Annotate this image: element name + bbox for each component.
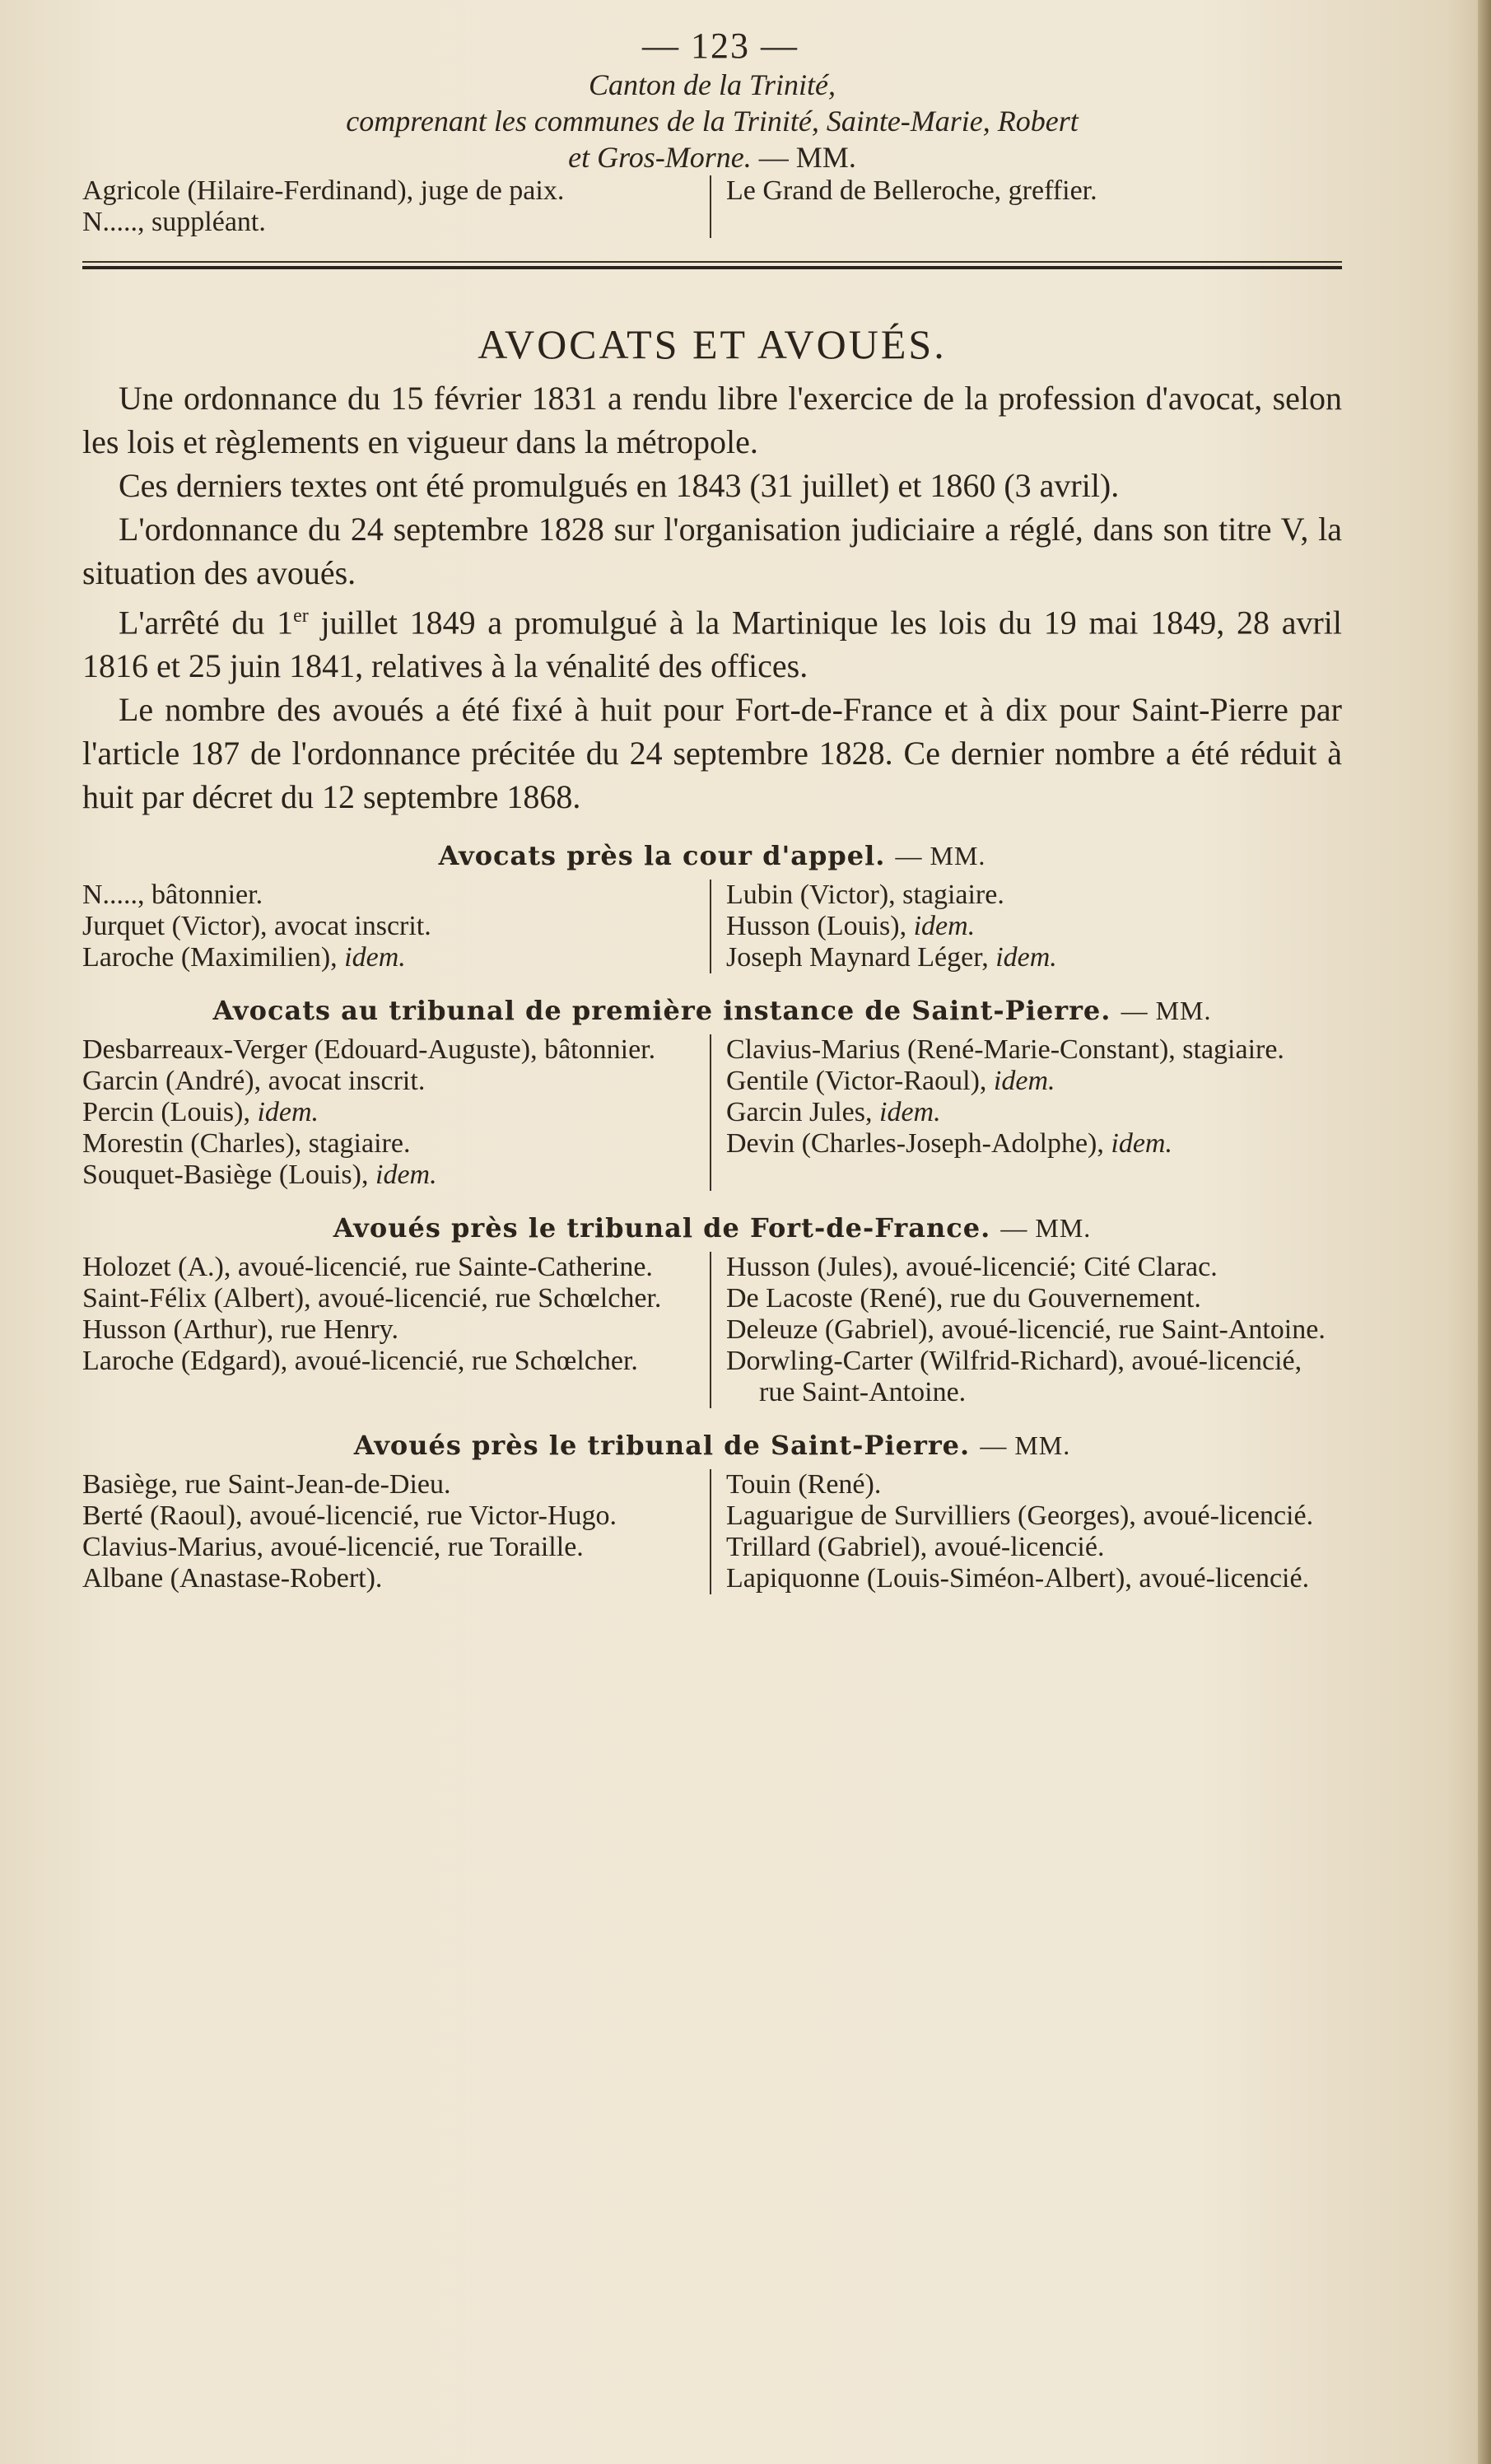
name-column-right <box>710 880 1342 973</box>
name-entry-text: Basiège, rue Saint-Jean-de-Dieu. <box>82 1469 451 1500</box>
name-entry-text: Husson (Louis), <box>726 911 914 942</box>
name-entry <box>82 1097 698 1128</box>
name-columns <box>82 880 1342 973</box>
officer-entry: Le Grand de Belleroche, greffier. <box>726 175 1097 206</box>
name-entry <box>726 1563 1342 1594</box>
name-entry-text: Devin (Charles-Joseph-Adolphe), <box>726 1128 1111 1160</box>
paragraph: Une ordonnance du 15 février 1831 a rendu libre l'exercice de la profession d'avocat, selon les lois et règlements en vigueur dans la métropole. <box>82 380 1342 460</box>
name-entry-text: Albane (Anastase-Robert). <box>82 1563 383 1594</box>
section-heading-mm: — MM. <box>895 841 986 871</box>
name-entry <box>82 1532 698 1563</box>
section-title: AVOCATS ET AVOUÉS. <box>478 321 947 367</box>
name-entry <box>726 911 1342 942</box>
rule-thick <box>82 266 1342 269</box>
name-column-right <box>710 1252 1342 1408</box>
name-entry <box>82 1283 698 1314</box>
name-entry-text: Laguarigue de Survilliers (Georges), avoué-licencié. <box>726 1500 1314 1532</box>
name-entry <box>82 880 698 911</box>
name-entry-idem: idem. <box>879 1097 941 1128</box>
name-entry-text: Joseph Maynard Léger, <box>726 942 996 973</box>
name-entry <box>82 1500 698 1532</box>
name-entry-idem: idem. <box>375 1160 437 1191</box>
name-entry-idem: idem. <box>1111 1128 1172 1160</box>
name-columns <box>82 1034 1342 1191</box>
name-entry-text: Holozet (A.), avoué-licencié, rue Sainte-Catherine. <box>82 1252 653 1283</box>
name-entry-text: Percin (Louis), <box>82 1097 258 1128</box>
officer-entry: Agricole (Hilaire-Ferdinand), juge de paix. <box>82 175 565 206</box>
name-entry-text: De Lacoste (René), rue du Gouvernement. <box>726 1283 1201 1314</box>
name-columns <box>82 1469 1342 1594</box>
name-entry-text: Gentile (Victor-Raoul), <box>726 1066 994 1097</box>
name-entry <box>726 1500 1342 1532</box>
canton-officers <box>82 175 1342 238</box>
name-entry-text: Laroche (Maximilien), <box>82 942 345 973</box>
section-heading-mm: — MM. <box>980 1430 1071 1461</box>
canton-officers-left <box>82 175 710 238</box>
name-column-right <box>710 1469 1342 1594</box>
name-entry-idem: idem. <box>257 1097 319 1128</box>
name-entry-text: Morestin (Charles), stagiaire. <box>82 1128 411 1160</box>
name-column-left <box>82 1034 710 1191</box>
section-heading <box>82 995 1342 1026</box>
canton-communes-end <box>82 139 1342 175</box>
paragraph: L'ordonnance du 24 septembre 1828 sur l'organisation judiciaire a réglé, dans son titre V, la situation des avoués. <box>82 511 1342 591</box>
name-entry <box>82 1066 698 1097</box>
canton-mm: — MM. <box>758 141 856 174</box>
name-entry <box>82 1128 698 1160</box>
canton-title: Canton de la Trinité, <box>588 68 836 101</box>
name-entry-text: Clavius-Marius (René-Marie-Constant), stagiaire. <box>726 1034 1284 1066</box>
name-entry-text: Berté (Raoul), avoué-licencié, rue Victor-Hugo. <box>82 1500 617 1532</box>
name-entry <box>726 1532 1342 1563</box>
name-entry-text: Lapiquonne (Louis-Siméon-Albert), avoué-licencié. <box>726 1563 1310 1594</box>
name-entry <box>726 880 1342 911</box>
paragraph-superscript: er <box>293 605 309 627</box>
paragraph: Le nombre des avoués a été fixé à huit pour Fort-de-France et à dix pour Saint-Pierre par l'article 187 de l'ordonnance précitée du 24 septembre 1828. Ce dernier nombre a été réduit à huit par décret du 12 septembre 1868. <box>82 691 1342 816</box>
name-entry <box>726 1314 1342 1346</box>
name-entry <box>726 1128 1342 1160</box>
section-heading-mm: — MM. <box>1121 996 1212 1026</box>
name-columns <box>82 1252 1342 1408</box>
name-entry-text: Husson (Jules), avoué-licencié; Cité Clarac. <box>726 1252 1218 1283</box>
name-column-left <box>82 880 710 973</box>
paragraph: Ces derniers textes ont été promulgués en 1843 (31 juillet) et 1860 (3 avril). <box>119 467 1120 504</box>
paragraph-promulgation <box>82 595 1342 688</box>
section-heading <box>82 1212 1342 1244</box>
canton-officers-right <box>710 175 1342 238</box>
name-entry <box>82 942 698 973</box>
section-heading-text: Avoués près le tribunal de Saint-Pierre. <box>353 1430 981 1462</box>
name-entry-idem: idem. <box>913 911 976 942</box>
name-entry <box>726 1346 1342 1408</box>
name-entry-idem: idem. <box>995 942 1057 973</box>
name-entry <box>726 942 1342 973</box>
canton-communes: comprenant les communes de la Trinité, Sainte-Marie, Robert <box>346 105 1079 138</box>
name-entry-text: Deleuze (Gabriel), avoué-licencié, rue Saint-Antoine. <box>726 1314 1326 1346</box>
section-heading-text: Avocats au tribunal de première instance de Saint-Pierre. <box>212 995 1121 1027</box>
name-entry-text: Touin (René). <box>726 1469 882 1500</box>
name-entry <box>726 1283 1342 1314</box>
name-entry <box>82 1252 698 1283</box>
section-heading-text: Avoués près le tribunal de Fort-de-France. <box>333 1212 1001 1244</box>
paragraph-part: L'arrêté du 1 <box>119 604 294 642</box>
name-entry-text: Desbarreaux-Verger (Edouard-Auguste), bâtonnier. <box>82 1034 656 1066</box>
name-column-right <box>710 1034 1342 1191</box>
name-entry <box>82 1563 698 1594</box>
canton-communes-end-text: et Gros-Morne. <box>568 141 752 174</box>
double-rule <box>82 261 1342 269</box>
name-entry-text: Souquet-Basiège (Louis), <box>82 1160 375 1191</box>
page-edge <box>1478 0 1491 2464</box>
name-entry-text: Dorwling-Carter (Wilfrid-Richard), avoué-licencié, rue Saint-Antoine. <box>726 1346 1302 1408</box>
name-column-left <box>82 1469 710 1594</box>
name-entry <box>726 1066 1342 1097</box>
name-entry-text: Husson (Arthur), rue Henry. <box>82 1314 398 1346</box>
listing-sections <box>82 840 1342 1594</box>
name-column-left <box>82 1252 710 1408</box>
name-entry-text: Trillard (Gabriel), avoué-licencié. <box>726 1532 1105 1563</box>
name-entry <box>726 1097 1342 1128</box>
name-entry <box>82 1314 698 1346</box>
name-entry <box>82 1469 698 1500</box>
name-entry <box>82 1160 698 1191</box>
name-entry <box>726 1252 1342 1283</box>
page-number: — 123 — <box>642 26 799 66</box>
name-entry-text: Laroche (Edgard), avoué-licencié, rue Schœlcher. <box>82 1346 638 1377</box>
paragraph-part: juillet 1849 a promulgué à la Martinique les lois du 19 mai 1849, 28 avril 1816 et 25 juin 1841, relatives à la vénalité des offices. <box>82 604 1342 685</box>
section-heading-mm: — MM. <box>1000 1213 1092 1244</box>
name-entry <box>82 1346 698 1377</box>
name-entry <box>726 1034 1342 1066</box>
page-content <box>82 25 1342 1594</box>
name-entry <box>726 1469 1342 1500</box>
name-entry-text: Garcin Jules, <box>726 1097 880 1128</box>
name-entry-text: Clavius-Marius, avoué-licencié, rue Toraille. <box>82 1532 584 1563</box>
name-entry <box>82 911 698 942</box>
name-entry-text: Saint-Félix (Albert), avoué-licencié, rue Schœlcher. <box>82 1283 662 1314</box>
section-heading <box>82 840 1342 871</box>
officer-entry: N....., suppléant. <box>82 207 266 237</box>
name-entry-text: Lubin (Victor), stagiaire. <box>726 880 1004 911</box>
name-entry-text: Garcin (André), avocat inscrit. <box>82 1066 426 1097</box>
name-entry-text: Jurquet (Victor), avocat inscrit. <box>82 911 431 942</box>
section-heading <box>82 1430 1342 1461</box>
name-entry-idem: idem. <box>993 1066 1055 1097</box>
name-entry-idem: idem. <box>344 942 406 973</box>
rule-thin <box>82 261 1342 263</box>
section-heading-text: Avocats près la cour d'appel. <box>438 840 896 872</box>
name-entry-text: N....., bâtonnier. <box>82 880 263 911</box>
name-entry <box>82 1034 698 1066</box>
